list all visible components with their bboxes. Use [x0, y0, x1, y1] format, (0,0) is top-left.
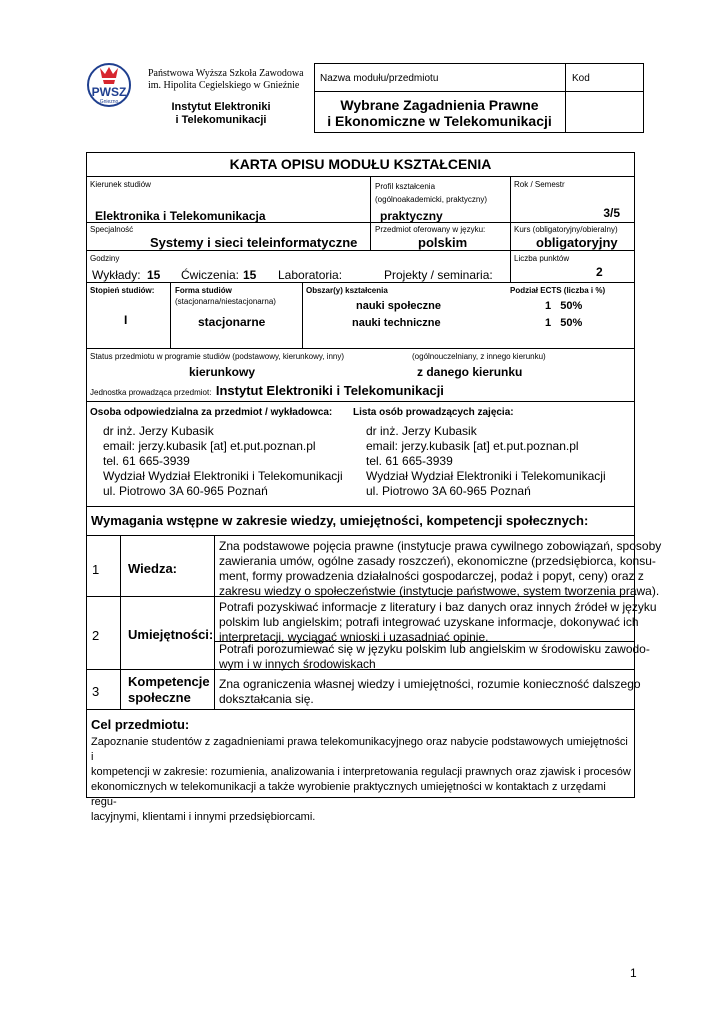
ects-value: 2	[596, 265, 603, 279]
school-line1: Państwowa Wyższa Szkoła Zawodowa	[148, 68, 304, 79]
forma-sub: (stacjonarna/niestacjonarna)	[175, 297, 276, 306]
institute-line1: Instytut Elektroniki	[171, 101, 271, 113]
kierunek-value: Elektronika i Telekomunikacja	[95, 209, 266, 223]
req-1-num: 1	[92, 562, 100, 577]
status-label: Status przedmiotu w programie studiów (podstawowy, kierunkowy, inny)	[90, 352, 345, 361]
podzial-2: 1 50%	[545, 317, 583, 329]
laboratoria-label: Laboratoria:	[278, 268, 343, 282]
req-2-text: Potrafi pozyskiwać informacje z literatury i baz danych oraz innych źródeł w języku polskim lub angielskim; potrafi integrować uzyskane informacje, dokonywać ich interpretacji, wyciągać wnioski i uzasadniać opinie.	[219, 600, 657, 644]
school-line2: im. Hipolita Cegielskiego w Gnieźnie	[148, 80, 300, 91]
osoba-text: dr inż. Jerzy Kubasik email: jerzy.kubasik [at] et.put.poznan.pl tel. 61 665-3939 Wydział Wydział Elektroniki i Telekomunikacji ul. Piotrowo 3A 60-965 Poznań	[103, 424, 343, 498]
stopien-value: I	[124, 313, 128, 327]
kierunek-label: Kierunek studiów	[90, 180, 151, 189]
godziny-label: Godziny	[90, 254, 120, 263]
institute-name	[150, 101, 292, 127]
podzial-1: 1 50%	[545, 300, 583, 312]
jezyk-value: polskim	[418, 235, 468, 250]
rok-label: Rok / Semestr	[514, 180, 565, 189]
obszar-1: nauki społeczne	[356, 300, 441, 312]
osoba-label: Osoba odpowiedzialna za przedmiot / wykładowca:	[90, 407, 333, 418]
card-title: KARTA OPISU MODUŁU KSZTAŁCENIA	[229, 156, 492, 172]
cel-text: Zapoznanie studentów z zagadnieniami prawa telekomunikacyjnego oraz nabycie podstawowych umiejętności i kompetencji w zakresie: rozumienia, analizowania i interpretowania regulacji prawnych oraz zjawisk i procesów ekonomicznych w telekomunikacji a także wyrobienie praktycznych umiejętności w kontaktach z urzędami regu- lacyjnymi, klientami i innymi przedsiębiorcami.	[91, 736, 631, 823]
school-logo	[86, 62, 132, 108]
wymagania-title: Wymagania wstępne w zakresie wiedzy, umiejętności, kompetencji społecznych:	[91, 513, 589, 528]
specjalnosc-label: Specjalność	[90, 225, 134, 234]
req-3-name: Kompetencje społeczne	[128, 674, 210, 705]
status-value: kierunkowy	[189, 365, 256, 379]
module-name-label: Nazwa modułu/przedmiotu	[320, 73, 439, 84]
jednostka-row: Jednostka prowadząca przedmiot: Instytut Elektroniki i Telekomunikacji	[90, 383, 444, 398]
svg-text:PWSZ: PWSZ	[91, 85, 127, 99]
req-2-name: Umiejętności:	[128, 627, 214, 642]
status-label2: (ogólnouczelniany, z innego kierunku)	[412, 352, 546, 361]
req-2-text2: Potrafi porozumiewać się w języku polskim lub angielskim w środowisku zawodo- wym i w innych środowiskach	[219, 642, 650, 671]
profil-label	[375, 180, 487, 206]
module-title-line2: i Ekonomiczne w Telekomunikacji	[327, 113, 552, 129]
req-3-text: Zna ograniczenia własnej wiedzy i umiejętności, rozumie konieczność dalszego dokształcania się.	[219, 677, 641, 706]
code-label: Kod	[572, 73, 590, 84]
profil-label-line2: (ogólnoakademicki, praktyczny)	[375, 195, 488, 204]
cwiczenia-value: 15	[243, 268, 257, 282]
forma-label: Forma studiów	[175, 286, 232, 295]
kurs-label: Kurs (obligatoryjny/obieralny)	[514, 225, 618, 234]
module-title	[314, 97, 565, 129]
obszar-label: Obszar(y) kształcenia	[306, 286, 388, 295]
req-1-name: Wiedza:	[128, 561, 177, 576]
svg-text:Gniezno: Gniezno	[99, 99, 119, 105]
forma-value: stacjonarne	[198, 315, 266, 329]
stopien-label: Stopień studiów:	[90, 286, 155, 295]
wyklady-value: 15	[147, 268, 161, 282]
cel-title: Cel przedmiotu:	[91, 717, 190, 732]
module-title-line1: Wybrane Zagadnienia Prawne	[340, 97, 539, 113]
school-name	[148, 68, 308, 92]
specjalnosc-value: Systemy i sieci teleinformatyczne	[150, 235, 358, 250]
page-number: 1	[630, 966, 637, 980]
req-2-num: 2	[92, 628, 100, 643]
jednostka-label: Jednostka prowadząca przedmiot	[90, 388, 210, 397]
jezyk-label: Przedmiot oferowany w języku:	[375, 225, 486, 234]
profil-label-line1: Profil kształcenia	[375, 182, 436, 191]
jednostka-value: Instytut Elektroniki i Telekomunikacji	[215, 383, 444, 398]
req-1-text: Zna podstawowe pojęcia prawne (instytucje prawa cywilnego zobowiązań, sposoby zawierania umów, ogólne zasady roszczeń), ekonomiczne (przedsiębiorca, konsu- ment, formy prowadzenia działalności gospodarczej, podaż i popyt, ceny) oraz z zakresu wiedzy o społeczeństwie (instytucje państwowe, system tworzenia prawa).	[219, 539, 662, 598]
institute-line2: i Telekomunikacji	[175, 114, 267, 126]
ects-label: Liczba punktów	[514, 254, 570, 263]
kurs-value: obligatoryjny	[536, 235, 618, 250]
status-value2: z danego kierunku	[417, 365, 523, 379]
rok-value: 3/5	[603, 206, 620, 220]
podzial-label: Podział ECTS (liczba i %)	[510, 286, 606, 295]
cwiczenia-label: Ćwiczenia:	[181, 268, 240, 282]
lista-text: dr inż. Jerzy Kubasik email: jerzy.kubasik [at] et.put.poznan.pl tel. 61 665-3939 Wydział Wydział Elektroniki i Telekomunikacji ul. Piotrowo 3A 60-965 Poznań	[366, 424, 606, 498]
projekty-label: Projekty / seminaria:	[384, 268, 493, 282]
profil-value: praktyczny	[380, 209, 443, 223]
obszar-2: nauki techniczne	[352, 317, 441, 329]
lista-label: Lista osób prowadzących zajęcia:	[353, 407, 514, 418]
req-3-num: 3	[92, 684, 100, 699]
wyklady-label: Wykłady:	[92, 268, 141, 282]
